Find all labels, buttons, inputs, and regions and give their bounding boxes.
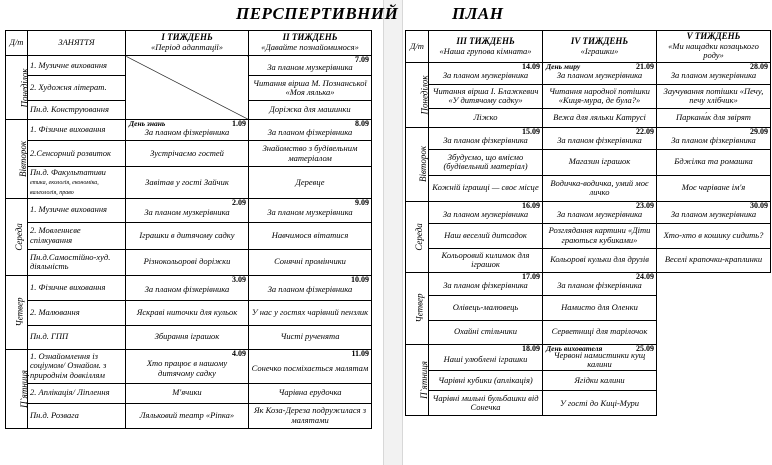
cell-text: Доріжка для машинки [269,104,351,115]
cell-text: Охайні стільчики [453,326,518,337]
cell-text: Кольорові кульки для друзів [550,254,649,265]
empty-cell [657,272,771,295]
cell-text: За планом фізкерівника [443,280,528,291]
header-cell [429,31,543,63]
cell-text: Хто працює в нашому дитячому садку [146,358,228,378]
week-cell [657,149,771,175]
cell-text: Деревце [295,176,325,187]
table-row [406,223,771,248]
week-cell [429,149,543,175]
cell-text: Сонечко посміхається малятам [251,362,369,373]
header-subtitle: «Іграшки» [580,45,619,56]
cell-text: Паркани́к для звірят [676,111,751,122]
week-cell [543,391,657,416]
week-cell [126,275,249,300]
week-cell [249,141,372,167]
occupation-name: 1. Фізичне виховання [30,281,106,292]
cell-date: 4.09 [232,348,246,358]
week-cell [126,141,249,167]
week-cell [126,300,249,325]
table-row [6,275,372,300]
cell-text: Кожній іграшці — своє місце [432,182,539,193]
cell-text: Наші улюблені іграшки [443,354,528,365]
cell-text: Знайомство з будівельним матеріалом [262,143,358,163]
day-cell [6,120,28,199]
cell-text: За планом фізкерівника [267,126,353,137]
cell-date: 23.09 [636,200,654,210]
table-row [6,325,372,349]
cell-text: Чарівні мильні бульбашки від Сонечка [432,392,539,413]
week-cell [429,391,543,416]
day-name: Середа [413,222,424,251]
occupation-name: Пн.д. Факультативи [30,167,106,177]
table-row [406,295,771,320]
occupation-cell [28,141,126,167]
empty-cell [657,320,771,344]
day-cell [6,275,28,349]
page-title-left: ПЕРСПЕРТИВНИЙ [236,4,399,23]
table-row [6,198,372,222]
week-cell [543,295,657,320]
occupation-name: 2. Художня літерат. [30,82,107,93]
week-cell [249,325,372,349]
cell-text: Ляльковий театр «Ріпка» [139,409,235,420]
occupation-name: 1. Ознайомлення із соціумом/ Ознайом. з природнім довкіллям [30,351,107,380]
week-cell [429,344,543,371]
cell-text: Навчимося вітатися [271,229,349,240]
week-cell [126,222,249,249]
header-title: ІІ ТИЖДЕНЬ [282,32,338,43]
week-cell [429,127,543,149]
week-cell [543,84,657,108]
occupation-cell [28,325,126,349]
cell-text: За планом музкерівника [556,69,643,80]
cell-text: Збудуємо, що вміємо (будівельний матеріал) [443,151,528,172]
cell-text: За планом музкерівника [267,206,353,217]
header-row [6,31,372,56]
week-cell [429,62,543,84]
cell-date: 11.09 [351,348,369,358]
table-row [6,383,372,403]
cell-text: За планом музкерівника [670,69,757,80]
header-subtitle: «Період адаптації» [150,42,224,53]
cell-text: Магазин іграшок [568,156,631,167]
occupation-name: 2. Аплікація/ Ліплення [30,387,110,398]
cell-text: За планом музкерівника [442,208,529,219]
cell-text: Серветниці для тарілочок [551,326,648,337]
occupation-cell [28,76,126,101]
cell-text: За планом фізкерівника [557,280,642,291]
header-title: V ТИЖДЕНЬ [686,31,741,41]
table-row [406,84,771,108]
cell-text: Водичка-водичка, умий моє личко [550,177,649,198]
week-cell [657,201,771,223]
table-row [406,127,771,149]
occupation-name: Пн.д. Конструювання [30,104,109,115]
week-cell [249,198,372,222]
table-row [406,391,771,416]
cell-text: Ягідки калини [574,375,625,386]
cell-text: Читання вірша М. Познанської «Моя лялька» [253,77,367,97]
week-cell [543,248,657,272]
week-cell [429,248,543,272]
day-name: Понеділок [419,75,430,115]
week-cell [543,108,657,127]
header-title: ІV ТИЖДЕНЬ [570,35,629,46]
table-row [6,222,372,249]
cell-text: Різнокольорові доріжки [143,256,231,267]
table-row [406,320,771,344]
week-cell [249,120,372,141]
day-name: Середа [13,222,24,251]
page-gap [383,0,403,465]
day-cell [406,201,429,272]
cell-date: 10.09 [351,274,369,284]
cell-date: 15.09 [522,126,540,136]
occupation-note: етика, екологія, економіка, валеологія, право [30,180,99,196]
day-cell [406,272,429,344]
week-cell [126,198,249,222]
cell-text: Вежа для ляльки Катрусі [553,111,646,122]
week-cell [657,84,771,108]
cell-date: 29.09 [750,126,768,136]
table-row [406,62,771,84]
plan-table-right [405,30,771,416]
cell-date: 28.09 [750,61,768,71]
week-cell [543,201,657,223]
day-name: Вівторок [18,140,29,177]
occupation-cell [28,403,126,428]
day-name: Вівторок [418,146,429,183]
table-row [406,248,771,272]
cell-date: 8.09 [355,119,369,128]
table-row [6,120,372,141]
day-name: Понеділок [19,67,30,108]
occupation-name: Пн.д. ГПП [30,331,69,342]
page-title-right: ПЛАН [452,4,504,23]
week-cell [429,201,543,223]
cell-date: 30.09 [750,200,768,210]
table-row [6,249,372,275]
week-cell [543,175,657,201]
cell-date: 22.09 [636,126,654,136]
week-cell [429,371,543,391]
cell-text: Яскраві ниточки для кульок [136,306,238,317]
cell-date: 9.09 [355,197,369,207]
plan-table-left [5,30,372,429]
occupation-cell [28,349,126,383]
cell-text: У нас у гостях чарівний пензлик [251,306,369,317]
week-cell [429,223,543,248]
week-cell [249,275,372,300]
table-row [406,108,771,127]
occupation-cell [28,222,126,249]
cell-text: Зустрічаємо гостей [150,147,224,158]
week-cell [126,249,249,275]
cell-text: Розглядання картини «Діти граються кубиками» [548,225,651,245]
cell-date: 24.09 [636,271,654,281]
week-cell [543,344,657,371]
header-title: Д/т [410,40,424,51]
table-row [6,349,372,383]
table-row [406,371,771,391]
week-cell [543,223,657,248]
week-cell [249,300,372,325]
cell-text: За планом фізкерівника [144,126,230,137]
occupation-name: 2.Сенсорний розвиток [30,147,112,158]
week-cell [126,383,249,403]
occupation-cell [28,300,126,325]
cell-label: День миру [546,61,581,71]
day-name: Четвер [14,297,25,327]
cell-date: 21.09 [636,61,654,71]
day-cell [406,344,429,416]
cell-label: День вихователя [546,343,603,353]
week-cell [429,272,543,295]
cell-label: День знань [129,119,166,128]
cell-text: Іграшки в дитячому садку [139,229,235,240]
occupation-name: 1. Музичне виховання [30,59,107,70]
cell-date: 18.09 [522,343,540,353]
week-cell [249,349,372,383]
week-cell [657,175,771,201]
week-cell [249,249,372,275]
cell-text: Хто-хто в кошику сидить? [663,229,764,240]
cell-text: За планом фізкерівника [144,284,230,295]
empty-cell [657,344,771,371]
cell-text: Намисто для Оленки [561,301,638,312]
week-cell [249,167,372,199]
cell-text: За планом музкерівника [267,62,353,73]
day-cell [6,349,28,428]
cell-text: Заучування потішки «Печу, печу хлібчик» [663,85,764,106]
week-cell [657,223,771,248]
week-cell [429,175,543,201]
header-row [406,31,771,63]
diagonal-empty-cell [126,56,249,120]
day-cell [6,56,28,120]
header-title: ЗАНЯТТЯ [58,37,95,48]
cell-text: Завітав у гості Зайчик [145,176,229,187]
week-cell [126,120,249,141]
week-cell [249,383,372,403]
table-row [406,175,771,201]
week-cell [657,248,771,272]
cell-text: За планом фізкерівника [443,134,528,145]
cell-date: 2.09 [232,197,246,207]
cell-date: 3.09 [232,274,246,284]
header-cell [657,31,771,63]
week-cell [126,167,249,199]
header-cell [28,31,126,56]
week-cell [249,222,372,249]
table-row [6,141,372,167]
table-row [6,56,372,76]
cell-date: 1.09 [232,119,246,128]
week-cell [657,62,771,84]
occupation-cell [28,56,126,76]
header-subtitle: «Давайте познайомимося» [261,42,359,53]
week-cell [657,108,771,127]
week-cell [429,320,543,344]
header-cell [543,31,657,63]
cell-text: Олівець-малювець [452,301,519,312]
cell-text: Моє чаріване ім'я [681,182,746,193]
empty-cell [657,391,771,416]
occupation-name: 2. Малювання [30,306,80,317]
cell-date: 16.09 [522,200,540,210]
cell-text: Кольоровий килимок для іграшок [441,249,530,270]
cell-text: Читання вірша І. Блажкевич «У дитячому садку» [432,85,539,106]
empty-cell [657,371,771,391]
week-cell [429,295,543,320]
header-cell [406,31,429,63]
cell-date: 25.09 [636,343,654,353]
week-cell [126,325,249,349]
occupation-name: 1. Фізичне виховання [30,124,106,135]
week-cell [429,108,543,127]
header-title: Д/т [9,37,24,48]
week-cell [543,371,657,391]
cell-text: За планом фізкерівника [267,284,353,295]
cell-text: Чисті рученята [280,331,340,342]
cell-text: М'ячики [172,387,202,398]
day-cell [406,62,429,127]
week-cell [249,56,372,76]
week-cell [543,127,657,149]
header-cell [126,31,249,56]
table-row [6,300,372,325]
cell-text: Веселі крапочки-краплинки [664,254,763,265]
day-cell [406,127,429,201]
occupation-cell [28,275,126,300]
week-cell [543,320,657,344]
header-subtitle: «Наша групова кімната» [439,45,532,56]
cell-text: Червоні намистинки кущ калини [553,349,646,369]
empty-cell [657,295,771,320]
week-cell [543,62,657,84]
cell-text: Бджілка та ромашка [674,156,753,167]
table-row [6,167,372,199]
cell-text: Ліжко [473,111,498,122]
occupation-cell [28,249,126,275]
occupation-name: Пн.д.Самостійно-худ. діяльність [30,251,111,272]
day-name: Четвер [414,293,425,323]
cell-text: Наш веселий дитсадок [444,229,527,240]
week-cell [543,149,657,175]
day-cell [6,198,28,275]
cell-text: Як Коза-Дереза подружилася з малятами [253,405,367,425]
occupation-cell [28,167,126,199]
cell-text: Збирання іграшок [154,331,220,342]
table-row [406,201,771,223]
header-subtitle: «Ми нащадки козацького роду» [668,40,759,61]
occupation-cell [28,383,126,403]
day-name: П`ятниця [18,369,29,408]
occupation-name: 1. Музичне виховання [30,204,107,215]
cell-text: За планом музкерівника [442,69,529,80]
cell-text: Читання народної потішки «Киця-мура, де була?» [549,85,650,106]
cell-date: 7.09 [355,55,369,64]
cell-date: 17.09 [522,271,540,281]
occupation-cell [28,120,126,141]
cell-text: За планом фізкерівника [671,134,756,145]
cell-text: За планом музкерівника [144,206,230,217]
cell-text: За планом музкерівника [556,208,643,219]
header-title: ІІІ ТИЖДЕНЬ [456,35,515,46]
cell-text: За планом фізкерівника [557,134,642,145]
occupation-name: 2. Мовленнєве спілкування [30,225,81,245]
header-cell [6,31,28,56]
week-cell [657,127,771,149]
table-row [406,344,771,371]
week-cell [429,84,543,108]
week-cell [249,76,372,101]
occupation-name: Пн.д. Розвага [30,409,79,420]
header-title: І ТИЖДЕНЬ [161,32,213,43]
occupation-cell [28,198,126,222]
cell-text: У гості до Киці-Мури [559,397,640,408]
table-row [406,149,771,175]
week-cell [126,403,249,428]
day-name: П`ятниця [418,361,429,399]
week-cell [249,101,372,120]
cell-text: Чарівна ерудочка [278,387,342,398]
week-cell [126,349,249,383]
week-cell [543,272,657,295]
cell-text: Сонячні промінчики [274,256,346,267]
table-row [406,272,771,295]
week-cell [249,403,372,428]
header-cell [249,31,372,56]
cell-text: Чарівні кубики (аплікація) [438,375,533,386]
cell-text: За планом музкерівника [670,208,757,219]
table-row [6,403,372,428]
occupation-cell [28,101,126,120]
cell-date: 14.09 [522,61,540,71]
